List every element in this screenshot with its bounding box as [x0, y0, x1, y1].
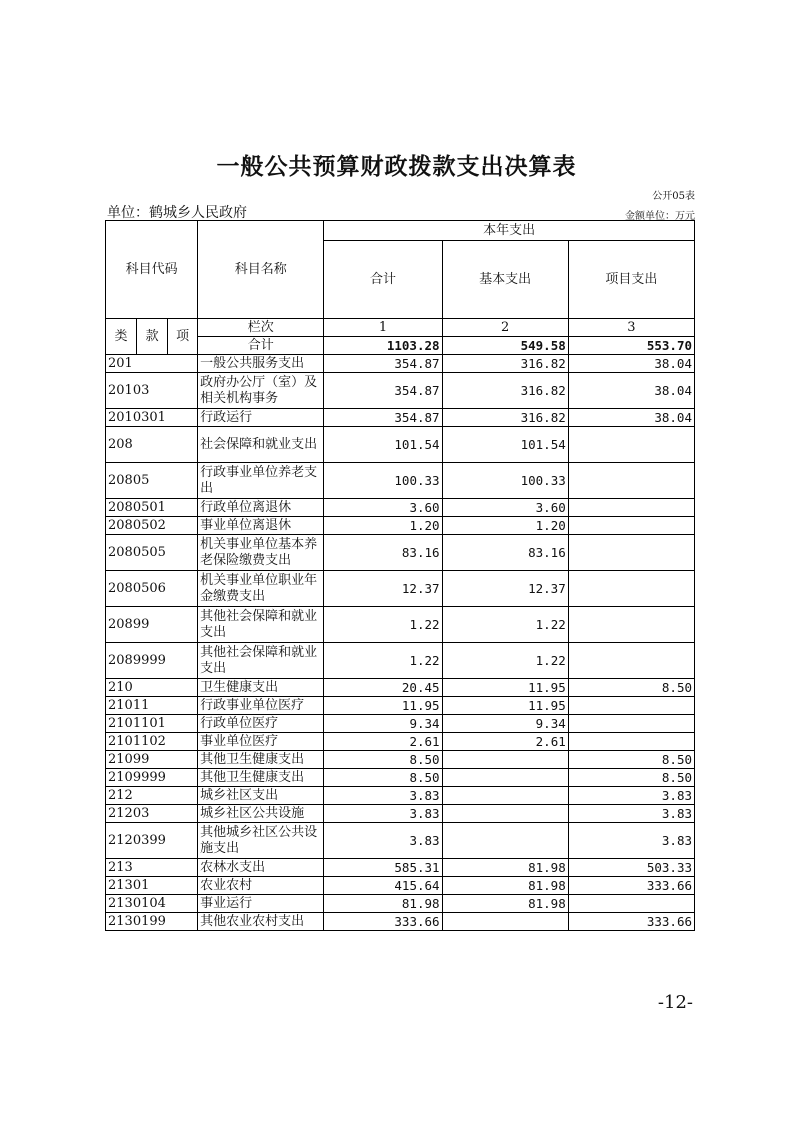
- table-row: [106, 715, 695, 733]
- row-total: 415.64: [324, 877, 442, 895]
- row-basic: [442, 769, 568, 787]
- unit-label: 单位：鹤城乡人民政府: [107, 205, 247, 221]
- row-total: 83.16: [324, 535, 442, 571]
- row-code: 212: [106, 787, 198, 805]
- header-total: 合计: [324, 241, 442, 319]
- header-code: 科目代码: [106, 221, 198, 319]
- table-row: [106, 643, 695, 679]
- row-code: 2089999: [106, 643, 198, 679]
- totals-label: 合计: [198, 337, 324, 355]
- row-basic: 11.95: [442, 679, 568, 697]
- table-row: [106, 571, 695, 607]
- row-name: 农林水支出: [198, 859, 324, 877]
- row-basic: 1.20: [442, 517, 568, 535]
- row-basic: 81.98: [442, 877, 568, 895]
- row-name: 农业农村: [198, 877, 324, 895]
- row-name: 其他卫生健康支出: [198, 769, 324, 787]
- row-basic: [442, 787, 568, 805]
- row-basic: [442, 913, 568, 931]
- row-code: 210: [106, 679, 198, 697]
- row-basic: [442, 805, 568, 823]
- row-project: [568, 607, 694, 643]
- row-name: 卫生健康支出: [198, 679, 324, 697]
- row-name: 机关事业单位基本养老保险缴费支出: [198, 535, 324, 571]
- table-row: [106, 535, 695, 571]
- row-basic: 11.95: [442, 697, 568, 715]
- row-name: 行政单位医疗: [198, 715, 324, 733]
- row-code: 21203: [106, 805, 198, 823]
- row-total: 333.66: [324, 913, 442, 931]
- table-row: [106, 877, 695, 895]
- row-basic: 316.82: [442, 373, 568, 409]
- row-total: 81.98: [324, 895, 442, 913]
- row-basic: 316.82: [442, 409, 568, 427]
- table-row: [106, 409, 695, 427]
- budget-table: [105, 220, 695, 931]
- header-col2: 2: [442, 319, 568, 337]
- row-project: [568, 697, 694, 715]
- row-project: 3.83: [568, 823, 694, 859]
- row-basic: 83.16: [442, 535, 568, 571]
- row-name: 机关事业单位职业年金缴费支出: [198, 571, 324, 607]
- row-name: 其他社会保障和就业支出: [198, 643, 324, 679]
- row-name: 行政事业单位医疗: [198, 697, 324, 715]
- page-number: -12-: [657, 992, 693, 1013]
- header-current-year: 本年支出: [324, 221, 695, 241]
- table-row: [106, 679, 695, 697]
- row-name: 政府办公厅（室）及相关机构事务: [198, 373, 324, 409]
- table-row: [106, 751, 695, 769]
- row-code: 2080502: [106, 517, 198, 535]
- row-code: 2010301: [106, 409, 198, 427]
- row-code: 20805: [106, 463, 198, 499]
- table-row: [106, 787, 695, 805]
- row-total: 3.83: [324, 823, 442, 859]
- header-basic: 基本支出: [442, 241, 568, 319]
- header-column-no: 栏次: [198, 319, 324, 337]
- row-code: 2130199: [106, 913, 198, 931]
- row-basic: 3.60: [442, 499, 568, 517]
- row-project: [568, 535, 694, 571]
- row-basic: 81.98: [442, 859, 568, 877]
- row-project: 3.83: [568, 787, 694, 805]
- header-lei: 类: [106, 319, 137, 355]
- table-row: [106, 373, 695, 409]
- table-row: [106, 913, 695, 931]
- table-row: [106, 499, 695, 517]
- row-name: 其他社会保障和就业支出: [198, 607, 324, 643]
- row-total: 2.61: [324, 733, 442, 751]
- row-code: 208: [106, 427, 198, 463]
- row-project: 503.33: [568, 859, 694, 877]
- row-total: 3.83: [324, 805, 442, 823]
- row-code: 2109999: [106, 769, 198, 787]
- row-project: 333.66: [568, 913, 694, 931]
- row-name: 事业单位离退休: [198, 517, 324, 535]
- row-total: 1.22: [324, 607, 442, 643]
- row-total: 11.95: [324, 697, 442, 715]
- row-code: 2130104: [106, 895, 198, 913]
- table-row: [106, 463, 695, 499]
- row-code: 21099: [106, 751, 198, 769]
- row-project: 8.50: [568, 769, 694, 787]
- row-total: 100.33: [324, 463, 442, 499]
- row-project: [568, 895, 694, 913]
- row-total: 585.31: [324, 859, 442, 877]
- row-project: [568, 733, 694, 751]
- header-project: 项目支出: [568, 241, 694, 319]
- row-project: [568, 463, 694, 499]
- header-xiang: 项: [168, 319, 198, 355]
- row-basic: 81.98: [442, 895, 568, 913]
- amount-unit: 金额单位：万元: [625, 211, 695, 222]
- table-row: [106, 697, 695, 715]
- row-total: 354.87: [324, 355, 442, 373]
- row-project: [568, 571, 694, 607]
- row-basic: [442, 751, 568, 769]
- totals-project: 553.70: [568, 337, 694, 355]
- row-project: 8.50: [568, 751, 694, 769]
- table-row: [106, 823, 695, 859]
- header-col3: 3: [568, 319, 694, 337]
- row-code: 21011: [106, 697, 198, 715]
- row-basic: 1.22: [442, 607, 568, 643]
- row-project: 38.04: [568, 373, 694, 409]
- row-name: 行政事业单位养老支出: [198, 463, 324, 499]
- row-total: 12.37: [324, 571, 442, 607]
- row-code: 2120399: [106, 823, 198, 859]
- row-total: 1.22: [324, 643, 442, 679]
- page-title: 一般公共预算财政拨款支出决算表: [216, 153, 577, 180]
- row-name: 一般公共服务支出: [198, 355, 324, 373]
- row-name: 社会保障和就业支出: [198, 427, 324, 463]
- table-row: [106, 733, 695, 751]
- row-basic: 1.22: [442, 643, 568, 679]
- row-name: 行政运行: [198, 409, 324, 427]
- row-code: 2080505: [106, 535, 198, 571]
- row-code: 20103: [106, 373, 198, 409]
- row-code: 2080501: [106, 499, 198, 517]
- table-row: [106, 859, 695, 877]
- header-col1: 1: [324, 319, 442, 337]
- row-total: 101.54: [324, 427, 442, 463]
- row-total: 8.50: [324, 769, 442, 787]
- row-name: 其他卫生健康支出: [198, 751, 324, 769]
- row-code: 201: [106, 355, 198, 373]
- row-project: [568, 427, 694, 463]
- row-code: 2101101: [106, 715, 198, 733]
- row-total: 8.50: [324, 751, 442, 769]
- row-name: 其他城乡社区公共设施支出: [198, 823, 324, 859]
- row-name: 其他农业农村支出: [198, 913, 324, 931]
- row-basic: 2.61: [442, 733, 568, 751]
- row-basic: 9.34: [442, 715, 568, 733]
- table-row: [106, 805, 695, 823]
- row-name: 城乡社区支出: [198, 787, 324, 805]
- row-basic: 101.54: [442, 427, 568, 463]
- row-code: 2101102: [106, 733, 198, 751]
- row-name: 事业单位医疗: [198, 733, 324, 751]
- header-name: 科目名称: [198, 221, 324, 319]
- totals-total: 1103.28: [324, 337, 442, 355]
- totals-basic: 549.58: [442, 337, 568, 355]
- table-body: [106, 355, 695, 931]
- row-project: 3.83: [568, 805, 694, 823]
- row-project: [568, 715, 694, 733]
- table-row: [106, 355, 695, 373]
- form-number: 公开05表: [652, 191, 695, 202]
- row-project: [568, 517, 694, 535]
- row-code: 213: [106, 859, 198, 877]
- row-project: 333.66: [568, 877, 694, 895]
- row-project: [568, 499, 694, 517]
- row-project: 8.50: [568, 679, 694, 697]
- row-name: 事业运行: [198, 895, 324, 913]
- row-basic: [442, 823, 568, 859]
- row-name: 行政单位离退休: [198, 499, 324, 517]
- row-basic: 100.33: [442, 463, 568, 499]
- row-total: 9.34: [324, 715, 442, 733]
- row-total: 354.87: [324, 409, 442, 427]
- row-total: 20.45: [324, 679, 442, 697]
- row-basic: 316.82: [442, 355, 568, 373]
- row-name: 城乡社区公共设施: [198, 805, 324, 823]
- row-total: 3.60: [324, 499, 442, 517]
- header-kuan: 款: [137, 319, 168, 355]
- row-project: 38.04: [568, 409, 694, 427]
- table-row: [106, 607, 695, 643]
- row-basic: 12.37: [442, 571, 568, 607]
- row-total: 1.20: [324, 517, 442, 535]
- row-code: 2080506: [106, 571, 198, 607]
- table-row: [106, 517, 695, 535]
- row-project: [568, 643, 694, 679]
- row-code: 20899: [106, 607, 198, 643]
- table-row: [106, 769, 695, 787]
- row-project: 38.04: [568, 355, 694, 373]
- table-row: [106, 895, 695, 913]
- row-total: 354.87: [324, 373, 442, 409]
- row-code: 21301: [106, 877, 198, 895]
- row-total: 3.83: [324, 787, 442, 805]
- table-row: [106, 427, 695, 463]
